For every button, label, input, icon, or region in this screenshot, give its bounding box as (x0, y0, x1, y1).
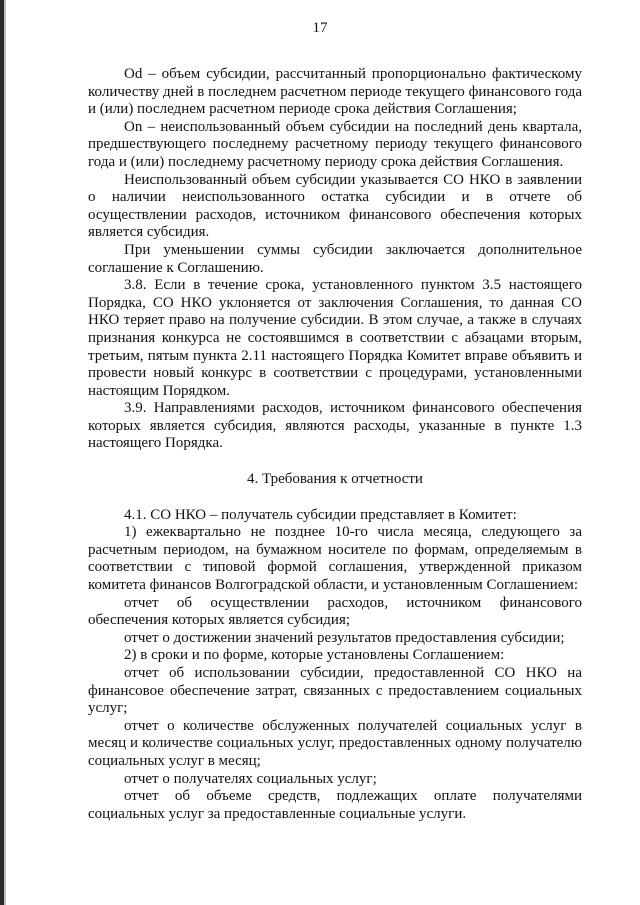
paragraph-3-8: 3.8. Если в течение срока, установленного пунктом 3.5 настоящего Порядка, СО НКО уклоняется от заключения Соглашения, то данная СО НКО теряет право на получение субсидии. В этом случае, а также в случаях признания конкурса не состоявшимся в соответствии с абзацами вторым, третьим, пятым пункта 2.11 настоящего Порядка Комитет вправе объявить и провести новый конкурс в соответствии с процедурами, установленными настоящим Порядком. (88, 277, 582, 399)
document-body (88, 66, 582, 823)
paragraph-od: Od – объем субсидии, рассчитанный пропорционально фактическому количеству дней в последнем расчетном периоде текущего финансового года и (или) последнем расчетном периоде срока действия Соглашения; (88, 66, 582, 118)
paragraph-report-recipients: отчет о получателях социальных услуг; (124, 770, 377, 787)
paragraph-quarterly: 1) ежеквартально не позднее 10-го числа месяца, следующего за расчетным периодом, на бумажном носителе по формам, определяемым в соответствии с типовой формой соглашения, утвержденной приказом комитета финансов Волгоградской области, и установленным Соглашением: (88, 524, 582, 594)
paragraph-report-results: отчет о достижении значений результатов предоставления субсидии; (124, 629, 565, 646)
paragraph-report-use: отчет об использовании субсидии, предоставленной СО НКО на финансовое обеспечение затрат, связанных с предоставлением социальных услуг; (88, 665, 582, 717)
paragraph-on: On – неиспользованный объем субсидии на последний день квартала, предшествующего последнему расчетному периоду текущего финансового года и (или) последнему расчетному периоду срока действия Соглашения. (88, 118, 582, 170)
paragraph-unused-volume: Неиспользованный объем субсидии указывается СО НКО в заявлении о наличии неиспользованного остатка субсидии и в отчете об осуществлении расходов, источником финансового обеспечения которых является субсидия. (88, 171, 582, 241)
paragraph-report-expenses: отчет об осуществлении расходов, источником финансового обеспечения которых является субсидия; (88, 594, 582, 629)
paragraph-4-1: 4.1. СО НКО – получатель субсидии представляет в Комитет: (124, 506, 517, 523)
paragraph-report-count: отчет о количестве обслуженных получателей социальных услуг в месяц и количестве социальных услуг, предоставленных одному получателю социальных услуг в месяц; (88, 717, 582, 769)
paragraph-3-9: 3.9. Направлениями расходов, источником финансового обеспечения которых является субсидия, являются расходы, указанные в пункте 1.3 настоящего Порядка. (88, 400, 582, 452)
paragraph-report-payment: отчет об объеме средств, подлежащих оплате получателями социальных услуг за предоставленные социальные услуги. (88, 788, 582, 822)
page-number: 17 (312, 20, 328, 36)
section-title: 4. Требования к отчетности (247, 471, 423, 488)
paragraph-reduction: При уменьшении суммы субсидии заключается дополнительное соглашение к Соглашению. (88, 241, 582, 276)
scan-edge-shadow (4, 0, 6, 905)
paragraph-terms-form: 2) в сроки и по форме, которые установлены Соглашением: (124, 647, 505, 664)
